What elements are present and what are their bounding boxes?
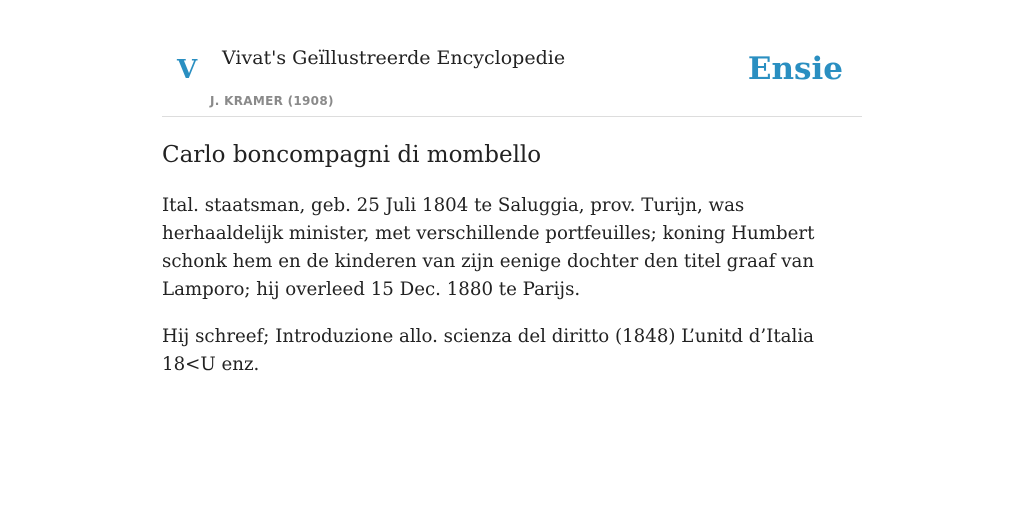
publication-title: Vivat's Geïllustreerde Encyclopedie xyxy=(222,47,566,69)
entry-paragraph: Hij schreef; Introduzione allo. scienza del diritto (1848) L’unitd d’Italia 18<U enz. xyxy=(162,326,814,375)
brand-logo-link[interactable]: Ensie xyxy=(747,51,843,87)
entry-title: Carlo boncompagni di mombello xyxy=(162,142,542,168)
article xyxy=(162,138,862,379)
entry-paragraph: Ital. staatsman, geb. 25 Juli 1804 te Saluggia, prov. Turijn, was herhaaldelijk minister, met verschillende portfeuilles; koning Humbert schonk hem en de kinderen van zijn eenige dochter den titel graaf van Lamporo; hij overleed 15 Dec. 1880 te Parijs. xyxy=(162,195,815,300)
publication-logo[interactable]: V xyxy=(177,55,198,85)
publication-author: J. KRAMER (1908) xyxy=(210,94,334,108)
source-header xyxy=(162,0,862,117)
